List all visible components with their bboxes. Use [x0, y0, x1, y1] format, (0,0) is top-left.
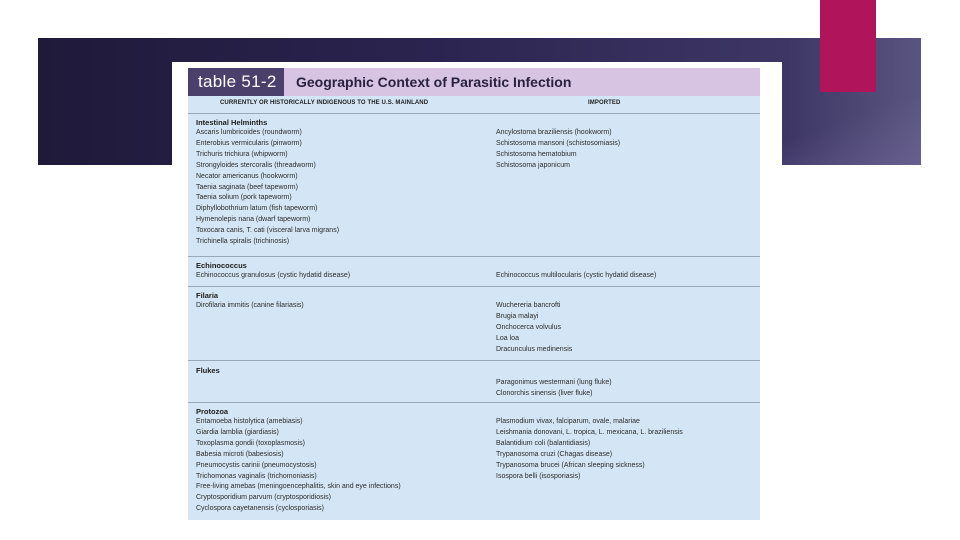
list-item: Schistosoma mansoni (schistosomiasis) — [496, 139, 621, 147]
list-item: Diphyllobothrium latum (fish tapeworm) — [196, 205, 318, 213]
list-item: Loa loa — [496, 334, 519, 342]
list-item: Trichinella spiralis (trichinosis) — [196, 238, 290, 246]
imported-list — [496, 378, 612, 400]
list-item: Cryptosporidium parvum (cryptosporidiosis) — [196, 494, 331, 502]
section-echinococcus — [188, 261, 760, 283]
imported-list — [496, 128, 620, 172]
list-item: Hymenolepis nana (dwarf tapeworm) — [196, 216, 311, 224]
list-item: Trypanosoma cruzi (Chagas disease) — [496, 450, 613, 458]
list-item: Schistosoma japonicum — [496, 161, 570, 169]
indigenous-list — [196, 271, 350, 282]
list-item: Isospora belli (isosporiasis) — [496, 472, 581, 480]
list-item: Trichuris trichiura (whipworm) — [196, 150, 288, 158]
list-item: Strongyloides stercoralis (threadworm) — [196, 161, 316, 169]
list-item: Dracunculus medinensis — [496, 345, 573, 353]
column-header-imported: IMPORTED — [588, 100, 621, 106]
indigenous-list — [196, 301, 304, 312]
section-title: Flukes — [196, 366, 220, 375]
indigenous-list — [196, 417, 401, 515]
list-item: Trypanosoma brucei (African sleeping sickness) — [496, 461, 645, 469]
list-item: Paragonimus westermani (lung fluke) — [496, 379, 612, 386]
divider — [188, 286, 760, 287]
list-item: Echinococcus granulosus (cystic hydatid disease) — [196, 272, 351, 279]
list-item: Pneumocystis carinii (pneumocystosis) — [196, 461, 317, 469]
table-image — [172, 62, 782, 520]
list-item: Dirofilaria immitis (canine filariasis) — [196, 302, 304, 309]
section-flukes — [188, 366, 760, 400]
section-title: Filaria — [196, 291, 219, 300]
list-item: Plasmodium vivax, falciparum, ovale, malariae — [496, 418, 640, 425]
imported-list — [496, 417, 683, 482]
list-item: Ancylostoma braziliensis (hookworm) — [496, 129, 612, 136]
divider — [188, 360, 760, 361]
list-item: Brugia malayi — [496, 312, 539, 320]
list-item: Giardia lamblia (giardiasis) — [196, 428, 279, 436]
table-number: table 51-2 — [188, 68, 284, 96]
divider — [188, 402, 760, 403]
list-item: Babesia microti (babesiosis) — [196, 450, 284, 458]
list-item: Necator americanus (hookworm) — [196, 172, 298, 180]
section-filaria — [188, 291, 760, 361]
table-title: Geographic Context of Parasitic Infection — [296, 74, 572, 90]
imported-list — [496, 301, 572, 356]
list-item: Echinococcus multilocularis (cystic hydatid disease) — [496, 272, 657, 279]
list-item: Balantidium coli (balantidiasis) — [496, 439, 591, 447]
divider — [188, 256, 760, 257]
section-title: Echinococcus — [196, 261, 247, 270]
table-title-bar — [188, 68, 760, 96]
list-item: Cyclospora cayetanensis (cyclosporiasis) — [196, 505, 324, 513]
list-item: Taenia saginata (beef tapeworm) — [196, 183, 298, 191]
banner-shading — [760, 100, 921, 165]
list-item: Free-living amebas (meningoencephalitis, skin and eye infections) — [196, 483, 401, 491]
accent-bar — [820, 0, 876, 92]
list-item: Ascaris lumbricoides (roundworm) — [196, 129, 302, 136]
section-title: Intestinal Helminths — [196, 118, 268, 127]
list-item: Enterobius vermicularis (pinworm) — [196, 139, 302, 147]
list-item: Entamoeba histolytica (amebiasis) — [196, 418, 303, 425]
list-item: Leishmania donovani, L. tropica, L. mexicana, L. braziliensis — [496, 428, 683, 436]
list-item: Schistosoma hematobium — [496, 150, 577, 158]
section-protozoa — [188, 407, 760, 519]
column-header-indigenous: CURRENTLY OR HISTORICALLY INDIGENOUS TO THE U.S. MAINLAND — [220, 100, 429, 106]
imported-list — [496, 271, 656, 282]
list-item: Clonorchis sinensis (liver fluke) — [496, 389, 593, 397]
list-item: Onchocerca volvulus — [496, 323, 561, 331]
divider — [188, 113, 760, 114]
list-item: Trichomonas vaginalis (trichomoniasis) — [196, 472, 317, 480]
table-body — [188, 68, 760, 520]
list-item: Toxocara canis, T. cati (visceral larva migrans) — [196, 227, 340, 235]
list-item: Taenia solium (pork tapeworm) — [196, 194, 292, 202]
list-item: Wuchereria bancrofti — [496, 302, 561, 309]
indigenous-list — [196, 128, 339, 248]
list-item: Toxoplasma gondii (toxoplasmosis) — [196, 439, 305, 447]
section-intestinal-helminths — [188, 118, 760, 253]
section-title: Protozoa — [196, 407, 229, 416]
